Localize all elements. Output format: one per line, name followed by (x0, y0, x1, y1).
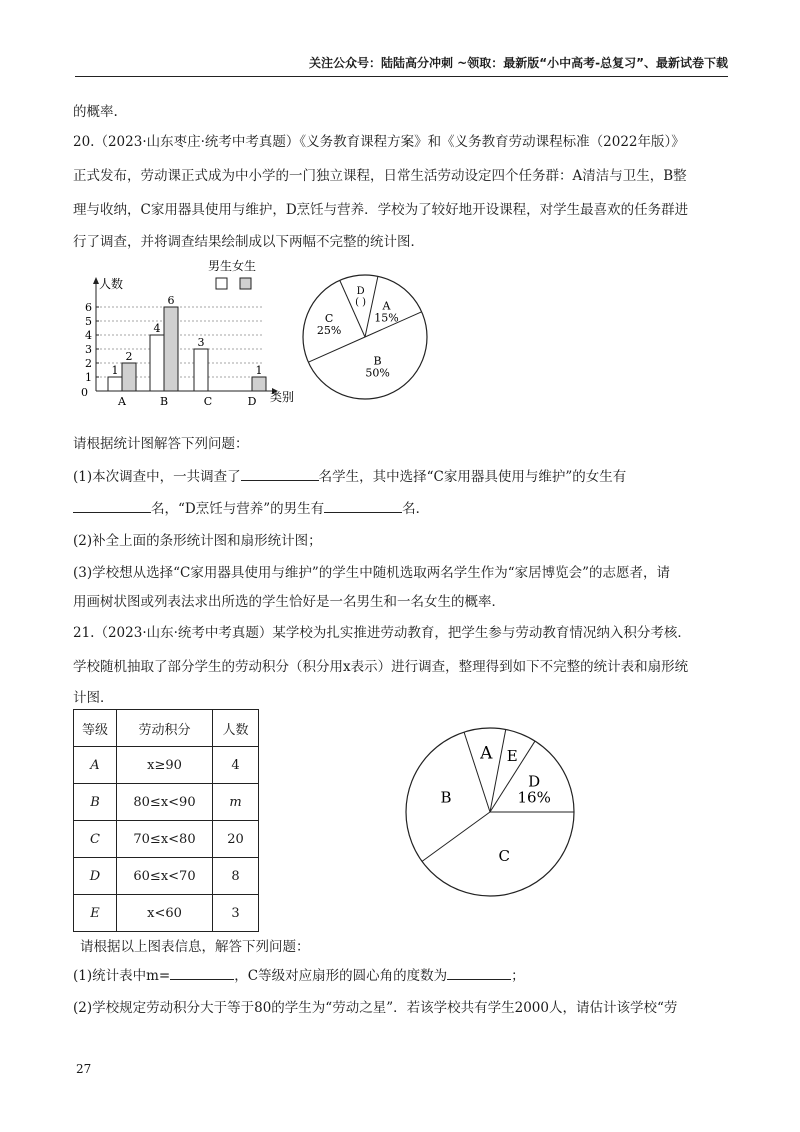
answer-blank[interactable] (73, 500, 151, 513)
text-line: 学校随机抽取了部分学生的劳动积分（积分用x表示）进行调查，整理得到如下不完整的统计表和扇形统 (73, 659, 689, 675)
x-axis-label: 类别 (270, 390, 295, 404)
y-tick-label: 5 (85, 315, 92, 328)
table-cell: 70≤x<80 (117, 821, 213, 858)
table-cell: 60≤x<70 (117, 858, 213, 895)
bar (122, 363, 136, 391)
legend-label: 女生 (232, 259, 257, 273)
x-tick-label: C (203, 395, 213, 408)
bar-value-label: 1 (111, 364, 119, 377)
text-line: 的概率. (73, 104, 118, 120)
bar (164, 307, 178, 391)
pie-slice-label: B (373, 354, 382, 368)
pie-slice-value: 25% (316, 324, 342, 338)
pie-slice-label: B (440, 788, 452, 807)
text-span: ； (511, 968, 525, 984)
bar (194, 349, 208, 391)
bar (150, 335, 164, 391)
y-axis-label: 人数 (99, 277, 124, 291)
page-number: 27 (76, 1062, 92, 1076)
table-cell: B (74, 784, 117, 821)
pie-slice-value: ( ) (355, 297, 367, 309)
text-span: 名，“D烹饪与营养”的男生有 (151, 501, 325, 517)
bar-value-label: 2 (125, 350, 133, 363)
pie-slice-label: A (382, 299, 391, 313)
pie-slice-label: C (324, 312, 334, 326)
y-tick-label: 1 (85, 371, 92, 384)
table-row (74, 895, 259, 932)
table-cell: x<60 (117, 895, 213, 932)
legend-swatch-male (216, 278, 227, 289)
y-tick-label: 0 (81, 386, 88, 399)
question-20-intro: 20.（2023·山东枣庄·统考中考真题）《义务教育课程方案》和《义务教育劳动课程标准（2022年版）》 (73, 134, 685, 150)
pie-slice-value: 16% (517, 788, 551, 807)
text-line: 计图． (73, 690, 114, 706)
table-cell: E (74, 895, 117, 932)
table-row (74, 747, 259, 784)
question-21-intro: 21.（2023·山东·统考中考真题）某学校为扎实推进劳动教育，把学生参与劳动教育情况纳入积分考核． (73, 625, 691, 641)
bar-value-label: 4 (153, 322, 161, 335)
score-table (73, 709, 259, 932)
table-header-cell: 人数 (213, 710, 259, 747)
y-tick-label: 3 (85, 343, 92, 356)
x-tick-label: B (159, 395, 169, 408)
header-text: 关注公众号：陆陆高分冲刺 ~领取：最新版“小中高考-总复习”、最新试卷下载 (309, 56, 728, 70)
pie-slice-label: D (528, 772, 541, 791)
question-21-part-1 (73, 964, 525, 984)
table-cell: 20 (213, 821, 259, 858)
table-cell: D (74, 858, 117, 895)
bar-value-label: 6 (167, 294, 175, 307)
text-span: 名． (402, 501, 430, 517)
text-line: 行了调查，并将调查结果绘制成以下两幅不完整的统计图． (73, 234, 424, 250)
question-21-part-2: (2)学校规定劳动积分大于等于80的学生为“劳动之星”．若该学校共有学生2000人，请估计该学校“劳 (73, 1000, 678, 1016)
pie-slice-label: E (506, 746, 518, 765)
table-cell: 3 (213, 895, 259, 932)
table-cell: x≥90 (117, 747, 213, 784)
answer-blank[interactable] (447, 967, 511, 980)
page-header (75, 54, 728, 77)
text-line: 用画树状图或列表法求出所选的学生恰好是一名男生和一名女生的概率． (73, 594, 505, 610)
pie-slice-label: D (356, 286, 365, 298)
pie-chart-category (300, 272, 430, 402)
x-tick-label: A (118, 395, 126, 408)
table-header-cell: 劳动积分 (117, 710, 213, 747)
bar (108, 377, 122, 391)
y-tick-label: 2 (85, 357, 92, 370)
text-span: ，C等级对应扇形的圆心角的度数为 (234, 968, 448, 984)
text-span: (1)统计表中m= (73, 968, 171, 984)
text-line: 请根据以上图表信息，解答下列问题： (80, 939, 310, 955)
pie-chart-grade (400, 722, 580, 902)
table-header-row (74, 710, 259, 747)
pie-slice-label: A (480, 743, 493, 764)
answer-blank[interactable] (324, 500, 402, 513)
bar-value-label: 1 (255, 364, 263, 377)
x-tick-label: D (247, 395, 257, 408)
table-cell: 8 (213, 858, 259, 895)
bar (252, 377, 266, 391)
legend-swatch-female (240, 278, 251, 289)
bar-value-label: 3 (197, 336, 205, 349)
table-cell: 80≤x<90 (117, 784, 213, 821)
text-line: 请根据统计图解答下列问题： (73, 436, 249, 452)
table-row (74, 784, 259, 821)
text-span: 名学生，其中选择“C家用器具使用与维护”的女生有 (318, 469, 627, 485)
question-20-part-2: (2)补全上面的条形统计图和扇形统计图； (73, 533, 322, 549)
y-tick-label: 4 (85, 329, 92, 342)
pie-slice-value: 50% (365, 366, 390, 380)
text-line: 理与收纳，C家用器具使用与维护，D烹饪与营养．学校为了较好地开设课程，对学生最喜欢的任务群进 (73, 202, 689, 218)
pie-slice-value: 15% (374, 311, 399, 325)
question-20-part-1 (73, 465, 626, 485)
table-cell: A (74, 747, 117, 784)
pie-slice-label: C (498, 846, 511, 865)
answer-blank[interactable] (241, 468, 319, 481)
legend-label: 男生 (208, 259, 233, 273)
question-20-part-1-cont (73, 497, 429, 517)
table-cell: 4 (213, 747, 259, 784)
text-line: 正式发布，劳动课正式成为中小学的一门独立课程，日常生活劳动设定四个任务群：A清洁与卫生，B整 (73, 168, 687, 184)
answer-blank[interactable] (170, 967, 234, 980)
table-cell: m (213, 784, 259, 821)
bar-chart (80, 258, 305, 408)
y-tick-label: 6 (85, 301, 92, 314)
table-row (74, 858, 259, 895)
table-row (74, 821, 259, 858)
question-20-part-3: (3)学校想从选择“C家用器具使用与维护”的学生中随机选取两名学生作为“家居博览会”的志愿者，请 (73, 565, 671, 581)
table-cell: C (74, 821, 117, 858)
text-span: (1)本次调查中，一共调查了 (73, 469, 241, 485)
table-header-cell: 等级 (74, 710, 117, 747)
